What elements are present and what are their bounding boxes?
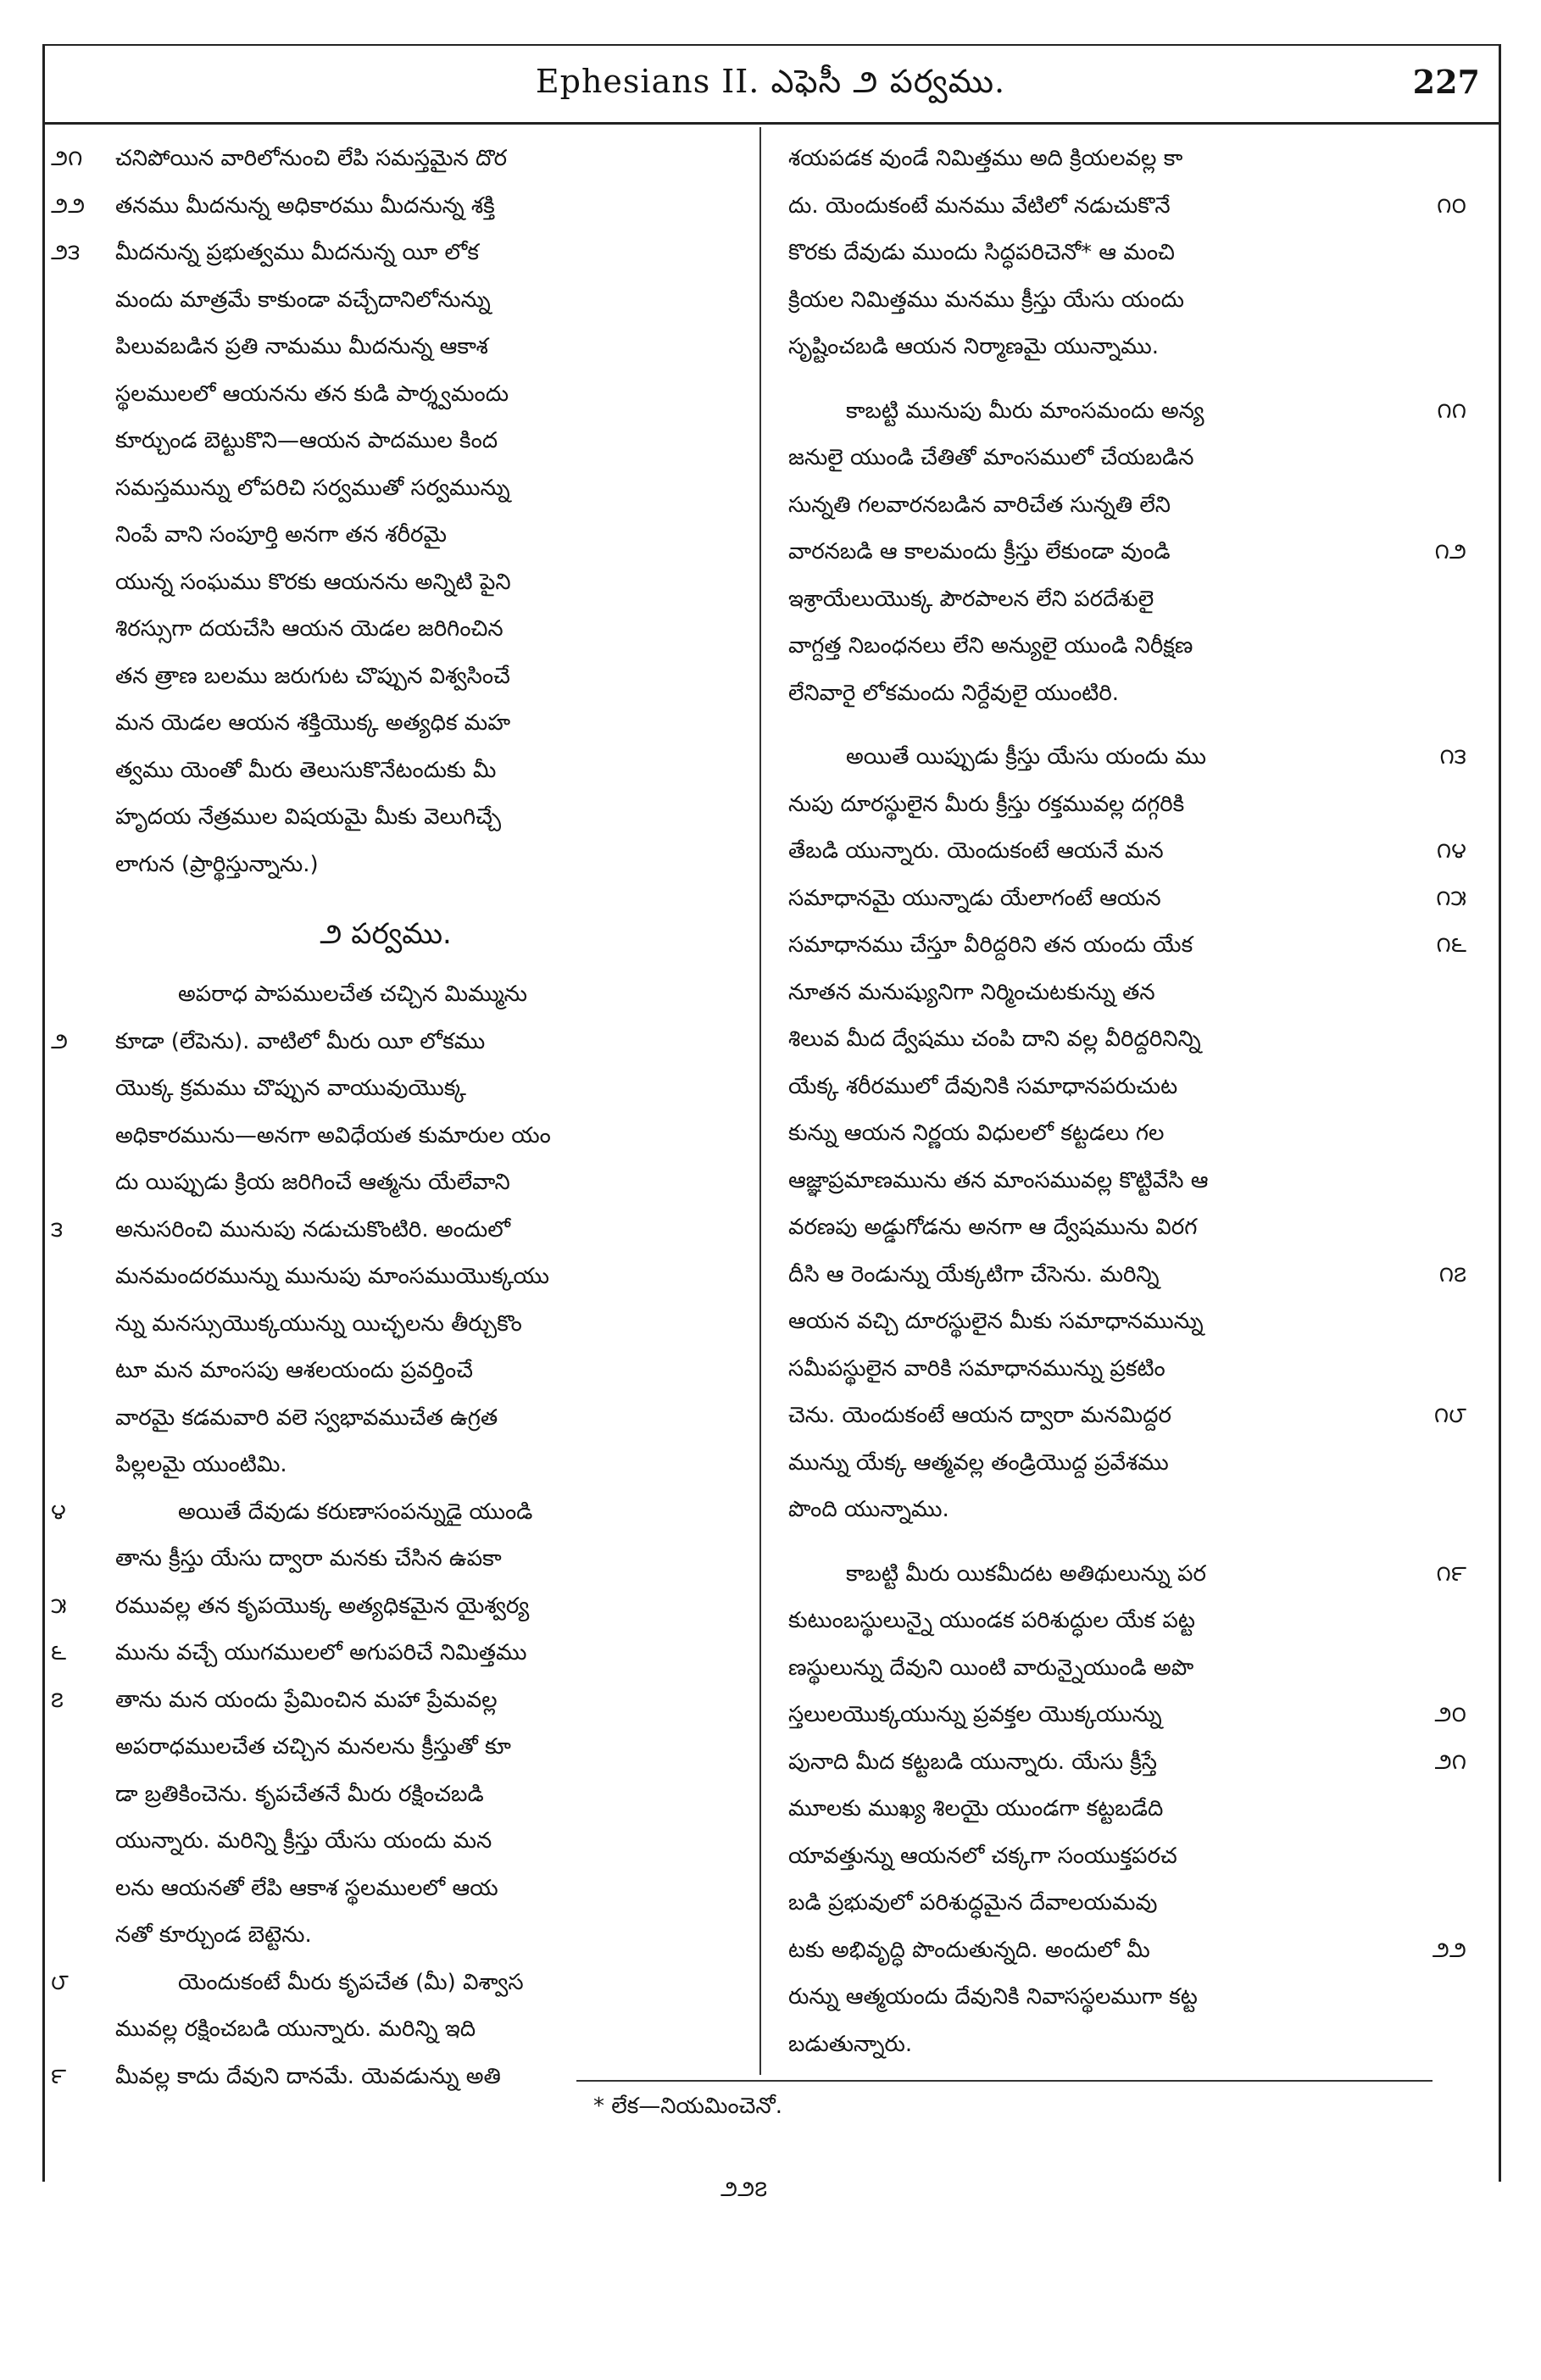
line-text: తనము మీదనున్న అధికారము మీదనున్న శక్తి bbox=[115, 192, 495, 219]
text-line bbox=[778, 388, 1466, 436]
text-line bbox=[51, 971, 720, 1019]
line-text: జనులై యుండి చేతితో మాంసములో చేయబడిన bbox=[788, 445, 1194, 470]
line-text: సమాధానమై యున్నాడు యేలాగంటే ఆయన bbox=[788, 885, 1161, 911]
line-text: లాగున (ప్రార్థిస్తున్నాను.) bbox=[115, 851, 319, 877]
line-text: క్రియల నిమిత్తము మనము క్రీస్తు యేసు యందు bbox=[788, 286, 1184, 313]
line-text: రమువల్ల తన కృపయొక్క అత్యధికమైన యైశ్వర్య bbox=[115, 1593, 530, 1619]
verse-number: ౧౬ bbox=[1436, 932, 1466, 958]
line-text: దీసి ఆ రెండున్ను యేక్కటిగా చేసెను. మరిన్ని bbox=[788, 1261, 1160, 1287]
line-text: మున్ను యేక్క ఆత్మవల్ల తండ్రియొద్ద ప్రవేశము bbox=[788, 1449, 1169, 1476]
line-text: సమీపస్థులైన వారికి సమాధానమున్ను ప్రకటిం bbox=[788, 1355, 1165, 1382]
text-line bbox=[51, 1019, 720, 1066]
text-line bbox=[51, 794, 720, 842]
text-line bbox=[51, 183, 720, 231]
line-text: బడుతున్నారు. bbox=[788, 2031, 913, 2057]
left-column bbox=[51, 136, 720, 2100]
text-line bbox=[778, 922, 1466, 970]
text-line bbox=[778, 1393, 1466, 1440]
verse-number: ౨౦ bbox=[1434, 1702, 1466, 1727]
verse-number: ౧౭ bbox=[1438, 1261, 1466, 1287]
line-text: దు యిప్పుడు క్రియ జరిగించే ఆత్మను యేలేవాని bbox=[115, 1170, 510, 1195]
line-text: న్ను మనస్సుయొక్కయున్ను యిచ్ఛలను తీర్చుకొం bbox=[115, 1310, 522, 1337]
signature-mark: ౨౨౭ bbox=[720, 2177, 768, 2202]
verse-number: ౯ bbox=[51, 2063, 67, 2089]
line-text: పొంది యున్నాము. bbox=[788, 1497, 949, 1522]
line-text: యావత్తున్ను ఆయనలో చక్కగా సంయుక్తపరచ bbox=[788, 1843, 1177, 1869]
line-text: యున్నారు. మరిన్ని క్రీస్తు యేసు యందు మన bbox=[115, 1828, 492, 1854]
text-line bbox=[778, 734, 1466, 781]
verse-number: ౧౯ bbox=[1436, 1560, 1466, 1587]
text-line bbox=[778, 1064, 1466, 1111]
right-lines-2 bbox=[778, 388, 1466, 718]
text-line bbox=[51, 1065, 720, 1113]
text-line bbox=[51, 1912, 720, 1960]
text-line bbox=[778, 576, 1466, 624]
text-line bbox=[51, 1489, 720, 1537]
text-line bbox=[51, 1395, 720, 1443]
footnote-rule bbox=[576, 2080, 1433, 2082]
line-text: అపరాధములచేత చచ్చిన మనలను క్రీస్తుతో కూ bbox=[115, 1734, 511, 1760]
right-lines-1 bbox=[778, 136, 1466, 371]
text-line bbox=[51, 1583, 720, 1631]
text-line bbox=[778, 529, 1466, 576]
line-text: తేబడి యున్నారు. యెందుకంటే ఆయనే మన bbox=[788, 838, 1164, 864]
text-line bbox=[778, 482, 1466, 530]
text-line bbox=[778, 1252, 1466, 1299]
line-text: అధికారమును—అనగా అవిధేయత కుమారుల యం bbox=[115, 1122, 551, 1148]
line-text: యేక్క శరీరములో దేవునికి సమాధానపరుచుట bbox=[788, 1073, 1178, 1099]
text-line bbox=[51, 700, 720, 748]
line-text: శిలువ మీద ద్వేషము చంపి దాని వల్ల వీరిద్దరినిన్ని bbox=[788, 1026, 1201, 1052]
line-text: చెను. యెందుకంటే ఆయన ద్వారా మనమిద్దర bbox=[788, 1403, 1171, 1428]
line-text: సృష్టించబడి ఆయన నిర్మాణమై యున్నాము. bbox=[788, 334, 1160, 359]
text-line bbox=[778, 435, 1466, 482]
line-text: నుపు దూరస్థులైన మీరు క్రీస్తు రక్తమువల్ల దగ్గరికి bbox=[788, 791, 1185, 817]
line-text: స్తలులయొక్కయున్ను ప్రవక్తల యొక్కయున్ను bbox=[788, 1702, 1162, 1727]
line-text: అపరాధ పాపములచేత చచ్చిన మిమ్మును bbox=[178, 981, 527, 1007]
line-text: త్వము యెంతో మీరు తెలుసుకొనేటందుకు మీ bbox=[115, 757, 497, 783]
text-line bbox=[778, 1692, 1466, 1739]
text-line bbox=[51, 1630, 720, 1677]
line-text: యున్న సంఘము కొరకు ఆయనను అన్నిటి పైని bbox=[115, 569, 511, 595]
text-line bbox=[51, 230, 720, 277]
text-line bbox=[778, 670, 1466, 718]
line-text: అనుసరించి మునుపు నడుచుకొంటిరి. అందులో bbox=[115, 1216, 510, 1243]
text-line bbox=[51, 1724, 720, 1771]
verse-number: ౬ bbox=[51, 1640, 67, 1665]
text-line bbox=[778, 1880, 1466, 1927]
verse-number: ౨౨ bbox=[51, 192, 86, 219]
text-line bbox=[51, 1677, 720, 1725]
text-line bbox=[778, 1204, 1466, 1252]
text-line bbox=[778, 1551, 1466, 1599]
line-text: సమాధానము చేస్తూ వీరిద్దరిని తన యందు యేక bbox=[788, 932, 1193, 958]
text-line bbox=[778, 781, 1466, 829]
line-text: మువల్ల రక్షించబడి యున్నారు. మరిన్ని ఇది bbox=[115, 2016, 476, 2042]
verse-number: ౨౧ bbox=[1434, 1749, 1466, 1775]
text-line bbox=[51, 653, 720, 701]
text-line bbox=[51, 1254, 720, 1301]
text-line bbox=[778, 1016, 1466, 1064]
running-header bbox=[42, 51, 1499, 125]
line-text: మనమందరమున్ను మునుపు మాంసముయొక్కయు bbox=[115, 1264, 549, 1289]
line-text: మన యెడల ఆయన శక్తియొక్క అత్యధిక మహ bbox=[115, 710, 511, 736]
line-text: పిల్లలమై యుంటిమి. bbox=[115, 1452, 287, 1477]
text-line bbox=[778, 1786, 1466, 1833]
left-lines-chapter bbox=[51, 971, 720, 2100]
line-text: పునాది మీద కట్టబడి యున్నారు. యేసు క్రీస్తే bbox=[788, 1749, 1158, 1775]
verse-number: ౨౩ bbox=[51, 240, 81, 265]
text-line bbox=[778, 136, 1466, 183]
verse-number: ౪ bbox=[51, 1499, 66, 1525]
text-line bbox=[51, 465, 720, 513]
line-text: కాబట్టి మీరు యికమీదట అతిథులున్ను పర bbox=[846, 1560, 1206, 1587]
text-line bbox=[51, 1442, 720, 1489]
header-title: Ephesians II. ఎఫెసీ ౨ పర్వము. bbox=[535, 63, 1006, 100]
line-text: లేనివారై లోకమందు నిర్దేవులై యుంటిరి. bbox=[788, 680, 1120, 706]
verse-number: ౧౪ bbox=[1436, 838, 1466, 864]
text-line bbox=[778, 1487, 1466, 1534]
column-divider bbox=[759, 127, 761, 2075]
text-line bbox=[778, 2021, 1466, 2069]
line-text: మీవల్ల కాదు దేవుని దానమే. యెవడున్ను అతి bbox=[115, 2063, 501, 2089]
text-line bbox=[778, 1927, 1466, 1975]
line-text: కాబట్టి మునుపు మీరు మాంసమందు అన్య bbox=[846, 398, 1204, 424]
line-text: యొక్క క్రమము చొప్పున వాయువుయొక్క bbox=[115, 1076, 466, 1101]
line-text: లను ఆయనతో లేపి ఆకాశ స్థలములలో ఆయ bbox=[115, 1875, 498, 1901]
right-lines-3 bbox=[778, 734, 1466, 1534]
text-line bbox=[778, 1974, 1466, 2021]
verse-number: ౫ bbox=[51, 1593, 67, 1619]
line-text: కుటుంబస్థులున్నై యుండక పరిశుద్ధుల యేక పట్ట bbox=[788, 1608, 1195, 1633]
text-line bbox=[51, 136, 720, 183]
line-text: కూర్చుండ బెట్టుకొని—ఆయన పాదముల కింద bbox=[115, 428, 498, 453]
verse-number: ౧౫ bbox=[1436, 885, 1466, 911]
text-line bbox=[778, 876, 1466, 923]
text-line bbox=[778, 1598, 1466, 1645]
verse-number: ౧౮ bbox=[1433, 1403, 1466, 1428]
text-line bbox=[51, 1818, 720, 1866]
line-text: సమస్తమున్ను లోపరిచి సర్వముతో సర్వమున్ను bbox=[115, 475, 510, 501]
line-text: వారమై కడమవారి వలె స్వభావముచేత ఉగ్రత bbox=[115, 1404, 498, 1431]
line-text: బడి ప్రభువులో పరిశుద్ధమైన దేవాలయమవు bbox=[788, 1890, 1158, 1916]
line-text: శిరస్సుగా దయచేసి ఆయన యెడల జరిగించిన bbox=[115, 616, 503, 642]
text-line bbox=[778, 277, 1466, 325]
line-text: మందు మాత్రమే కాకుండా వచ్చేదానిలోనున్ను bbox=[115, 286, 491, 313]
text-line bbox=[51, 606, 720, 653]
text-line bbox=[51, 1301, 720, 1348]
text-line bbox=[778, 183, 1466, 231]
line-text: ఆయన వచ్చి దూరస్థులైన మీకు సమాధానమున్ను bbox=[788, 1309, 1204, 1334]
verse-number: ౧౦ bbox=[1437, 192, 1466, 219]
page-number: 227 bbox=[1412, 63, 1480, 101]
text-line bbox=[51, 1207, 720, 1254]
line-text: కొరకు దేవుడు ముందు సిద్ధపరిచెనో* ఆ మంచి bbox=[788, 240, 1175, 265]
line-text: వారనబడి ఆ కాలమందు క్రీస్తు లేకుండా వుండి bbox=[788, 539, 1171, 564]
text-line bbox=[778, 1110, 1466, 1158]
verse-number: ౩ bbox=[51, 1216, 64, 1243]
text-line bbox=[778, 1833, 1466, 1881]
verse-number: ౮ bbox=[51, 1969, 69, 1995]
text-line bbox=[51, 842, 720, 889]
line-text: మూలకు ముఖ్య శిలయై యుండగా కట్టబడేది bbox=[788, 1796, 1164, 1821]
line-text: నింపే వాని సంపూర్తి అనగా తన శరీరమై bbox=[115, 522, 447, 548]
line-text: ఇశ్రాయేలుయొక్క పౌరపాలన లేని పరదేశులై bbox=[788, 586, 1154, 612]
text-line bbox=[51, 1348, 720, 1395]
text-line bbox=[778, 970, 1466, 1017]
line-text: తన త్రాణ బలము జరుగుట చొప్పున విశ్వసించే bbox=[115, 663, 510, 689]
line-text: వరణపు అడ్డుగోడను అనగా ఆ ద్వేషమును విరగ bbox=[788, 1215, 1198, 1240]
line-text: టూ మన మాంసపు ఆశలయందు ప్రవర్తించే bbox=[115, 1358, 473, 1383]
line-text: అయితే దేవుడు కరుణాసంపన్నుడై యుండి bbox=[178, 1499, 533, 1525]
text-line bbox=[51, 1771, 720, 1819]
line-text: తాను క్రీస్తు యేసు ద్వారా మనకు చేసిన ఉపకా bbox=[115, 1546, 502, 1571]
line-text: నతో కూర్చుండ బెట్టెను. bbox=[115, 1922, 312, 1948]
line-text: పిలువబడిన ప్రతి నామము మీదనున్న ఆకాశ bbox=[115, 334, 488, 359]
line-text: కూడా (లేపెను). వాటిలో మీరు యీ లోకము bbox=[115, 1028, 486, 1054]
text-line bbox=[51, 748, 720, 795]
verse-number: ౧౩ bbox=[1439, 744, 1466, 770]
text-line bbox=[778, 1739, 1466, 1787]
text-line bbox=[51, 418, 720, 465]
text-line bbox=[51, 324, 720, 371]
line-text: దు. యెందుకంటే మనము వేటిలో నడుచుకొనే bbox=[788, 192, 1171, 219]
left-lines bbox=[51, 136, 720, 888]
text-line bbox=[51, 1536, 720, 1583]
text-line bbox=[778, 324, 1466, 371]
line-text: అయితే యిప్పుడు క్రీస్తు యేసు యందు ము bbox=[846, 744, 1207, 770]
right-column bbox=[778, 136, 1466, 2068]
text-line bbox=[778, 828, 1466, 876]
text-line bbox=[51, 1159, 720, 1207]
line-text: శయపడక వుండే నిమిత్తము అది క్రియలవల్ల కా bbox=[788, 146, 1183, 171]
text-line bbox=[51, 371, 720, 419]
text-line bbox=[51, 559, 720, 607]
text-line bbox=[51, 1960, 720, 2007]
line-text: యెందుకంటే మీరు కృపచేత (మీ) విశ్వాస bbox=[178, 1969, 524, 1995]
line-text: సున్నతి గలవారనబడిన వారిచేత సున్నతి లేని bbox=[788, 492, 1171, 518]
verse-number: ౨౧ bbox=[51, 146, 83, 171]
line-text: స్థలములలో ఆయనను తన కుడి పార్శ్వమందు bbox=[115, 381, 509, 407]
line-text: ణస్థులున్ను దేవుని యింటి వారున్నైయుండి అపొ bbox=[788, 1654, 1194, 1681]
text-line bbox=[778, 1645, 1466, 1693]
text-line bbox=[778, 230, 1466, 277]
text-line bbox=[778, 1298, 1466, 1346]
line-text: నూతన మనుష్యునిగా నిర్మించుటకున్ను తన bbox=[788, 979, 1155, 1005]
chapter-heading: ౨ పర్వము. bbox=[320, 917, 452, 951]
text-line bbox=[778, 1346, 1466, 1393]
verse-number: ౧౨ bbox=[1434, 539, 1466, 564]
text-line bbox=[778, 1158, 1466, 1205]
text-line bbox=[51, 1113, 720, 1160]
verse-number: ౭ bbox=[51, 1687, 64, 1713]
text-line bbox=[51, 1866, 720, 1913]
text-line bbox=[51, 277, 720, 325]
line-text: చనిపోయిన వారిలోనుంచి లేపి సమస్తమైన దొర bbox=[115, 146, 508, 171]
line-text: వాగ్దత్త నిబంధనలు లేని అన్యులై యుండి నిరీక్షణ bbox=[788, 633, 1193, 659]
line-text: రున్ను ఆత్మయందు దేవునికి నివాసస్థలముగా కట్ట bbox=[788, 1984, 1198, 2010]
text-line bbox=[51, 2006, 720, 2054]
text-line bbox=[51, 512, 720, 559]
line-text: కున్ను ఆయన నిర్ణయ విధులలో కట్టడలు గల bbox=[788, 1120, 1165, 1146]
line-text: హృదయ నేత్రముల విషయమై మీకు వెలుగిచ్చే bbox=[115, 804, 502, 830]
line-text: ఆజ్ఞాప్రమాణమును తన మాంసమువల్ల కొట్టివేసి ఆ bbox=[788, 1167, 1209, 1193]
right-lines-4 bbox=[778, 1551, 1466, 2069]
verse-number: ౧౧ bbox=[1437, 398, 1466, 424]
verse-number: ౨ bbox=[51, 1028, 69, 1054]
line-text: టకు అభివృద్ధి పొందుతున్నది. అందులో మీ bbox=[788, 1937, 1150, 1963]
line-text: మును వచ్చే యుగములలో అగుపరిచే నిమిత్తము bbox=[115, 1640, 527, 1665]
line-text: తాను మన యందు ప్రేమించిన మహా ప్రేమవల్ల bbox=[115, 1687, 498, 1713]
text-line bbox=[778, 623, 1466, 670]
text-line bbox=[778, 1440, 1466, 1488]
line-text: మీదనున్న ప్రభుత్వము మీదనున్న యీ లోక bbox=[115, 240, 479, 265]
verse-number: ౨౨ bbox=[1432, 1937, 1466, 1963]
line-text: డా బ్రతికించెను. కృపచేతనే మీరు రక్షించబడి bbox=[115, 1781, 484, 1807]
footnote: * లేక—నియమించెనో. bbox=[593, 2094, 783, 2119]
